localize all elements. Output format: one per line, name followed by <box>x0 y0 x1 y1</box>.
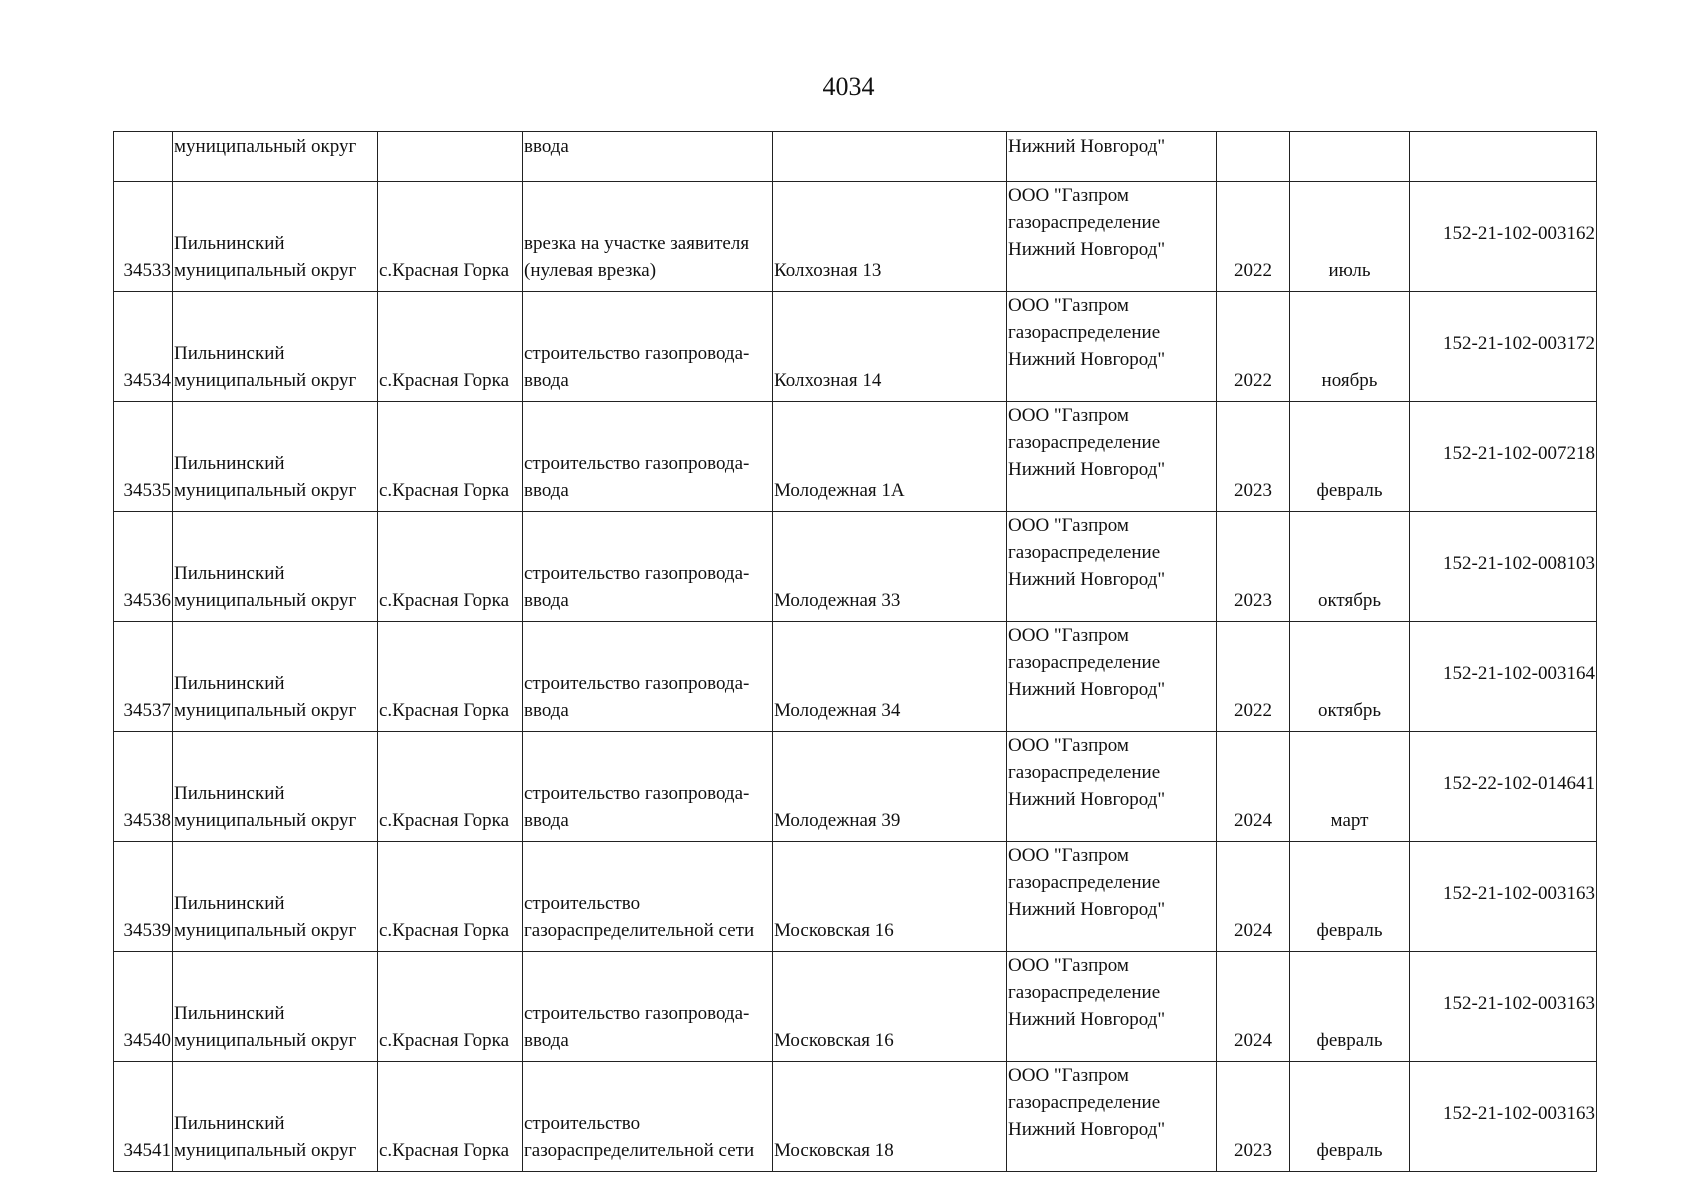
district-cell <box>173 292 378 402</box>
work-line-2: ввода <box>524 700 569 721</box>
code-cell: 152-21-102-003172 <box>1410 292 1597 402</box>
locality-cell: с.Красная Горка <box>378 732 523 842</box>
organization-line-1: ООО "Газпром <box>1008 1065 1129 1086</box>
organization-cell <box>1007 182 1217 292</box>
row-number: 34539 <box>114 842 173 952</box>
locality-cell: с.Красная Горка <box>378 622 523 732</box>
address-cell <box>773 132 1007 182</box>
organization-line-3: Нижний Новгород" <box>1008 789 1166 810</box>
district-line-1: Пильнинский <box>174 563 285 584</box>
district-line-2: муниципальный округ <box>174 590 357 611</box>
organization-line-3: Нижний Новгород" <box>1008 349 1166 370</box>
registry-table <box>113 131 1597 1172</box>
organization-cell <box>1007 512 1217 622</box>
locality-cell: с.Красная Горка <box>378 842 523 952</box>
work-line-1: строительство газопровода- <box>524 783 750 804</box>
work-line-1: врезка на участке заявителя <box>524 233 750 254</box>
district-line-1: Пильнинский <box>174 233 285 254</box>
month-cell: февраль <box>1290 1062 1410 1172</box>
organization-line-1: ООО "Газпром <box>1008 845 1129 866</box>
organization-line-2: газораспределение <box>1008 212 1161 233</box>
locality-cell: с.Красная Горка <box>378 182 523 292</box>
work-line-2: ввода <box>524 480 569 501</box>
district-cell <box>173 512 378 622</box>
organization-cell <box>1007 1062 1217 1172</box>
work-type-cell <box>523 622 773 732</box>
row-number: 34541 <box>114 1062 173 1172</box>
work-line-2: газораспределительной сети <box>524 920 755 941</box>
month-cell: июль <box>1290 182 1410 292</box>
row-number <box>114 132 173 182</box>
address-cell: Молодежная 34 <box>773 622 1007 732</box>
code-cell: 152-21-102-003163 <box>1410 952 1597 1062</box>
table-row <box>114 512 1597 622</box>
work-type-cell: ввода <box>523 132 773 182</box>
locality-cell <box>378 132 523 182</box>
district-line-1: Пильнинский <box>174 453 285 474</box>
district-line-2: муниципальный округ <box>174 1140 357 1161</box>
organization-cell <box>1007 732 1217 842</box>
work-line-2: газораспределительной сети <box>524 1140 755 1161</box>
organization-line-1: ООО "Газпром <box>1008 735 1129 756</box>
month-cell: октябрь <box>1290 622 1410 732</box>
district-cell <box>173 952 378 1062</box>
district-line-1: Пильнинский <box>174 343 285 364</box>
address-cell: Московская 18 <box>773 1062 1007 1172</box>
table-row <box>114 732 1597 842</box>
page-number: 4034 <box>822 72 875 101</box>
district-line-2: муниципальный округ <box>174 260 357 281</box>
organization-line-1: ООО "Газпром <box>1008 955 1129 976</box>
district-cell: муниципальный округ <box>173 132 378 182</box>
organization-line-1: ООО "Газпром <box>1008 185 1129 206</box>
year-cell <box>1217 132 1290 182</box>
locality-cell: с.Красная Горка <box>378 512 523 622</box>
work-type-cell <box>523 182 773 292</box>
row-number: 34533 <box>114 182 173 292</box>
district-line-2: муниципальный округ <box>174 1030 357 1051</box>
code-cell: 152-21-102-003163 <box>1410 1062 1597 1172</box>
district-line-1: Пильнинский <box>174 673 285 694</box>
table-row <box>114 622 1597 732</box>
code-cell: 152-21-102-003163 <box>1410 842 1597 952</box>
district-cell <box>173 622 378 732</box>
district-cell <box>173 842 378 952</box>
district-line-1: Пильнинский <box>174 783 285 804</box>
year-cell: 2024 <box>1217 952 1290 1062</box>
code-cell: 152-21-102-008103 <box>1410 512 1597 622</box>
organization-line-1: ООО "Газпром <box>1008 515 1129 536</box>
organization-cell <box>1007 952 1217 1062</box>
work-line-1: строительство газопровода- <box>524 343 750 364</box>
row-number: 34535 <box>114 402 173 512</box>
organization-line-3: Нижний Новгород" <box>1008 1119 1166 1140</box>
work-line-1: строительство газопровода- <box>524 453 750 474</box>
locality-cell: с.Красная Горка <box>378 952 523 1062</box>
organization-cell <box>1007 842 1217 952</box>
work-line-1: строительство газопровода- <box>524 1003 750 1024</box>
organization-line-3: Нижний Новгород" <box>1008 899 1166 920</box>
table-row <box>114 952 1597 1062</box>
organization-line-2: газораспределение <box>1008 1092 1161 1113</box>
work-line-2: ввода <box>524 810 569 831</box>
work-type-cell <box>523 402 773 512</box>
month-cell: февраль <box>1290 842 1410 952</box>
organization-line-1: ООО "Газпром <box>1008 405 1129 426</box>
district-line-2: муниципальный округ <box>174 700 357 721</box>
code-cell: 152-21-102-007218 <box>1410 402 1597 512</box>
locality-cell: с.Красная Горка <box>378 292 523 402</box>
work-line-2: ввода <box>524 370 569 391</box>
organization-line-3: Нижний Новгород" <box>1008 239 1166 260</box>
year-cell: 2024 <box>1217 732 1290 842</box>
district-line-2: муниципальный округ <box>174 810 357 831</box>
district-cell <box>173 732 378 842</box>
month-cell: февраль <box>1290 402 1410 512</box>
year-cell: 2023 <box>1217 402 1290 512</box>
year-cell: 2024 <box>1217 842 1290 952</box>
work-type-cell <box>523 842 773 952</box>
month-cell: февраль <box>1290 952 1410 1062</box>
code-cell <box>1410 132 1597 182</box>
organization-cell <box>1007 402 1217 512</box>
organization-line-2: газораспределение <box>1008 542 1161 563</box>
address-cell: Молодежная 1А <box>773 402 1007 512</box>
organization-line-2: газораспределение <box>1008 762 1161 783</box>
district-cell <box>173 402 378 512</box>
work-line-1: строительство <box>524 1113 641 1134</box>
organization-line-2: газораспределение <box>1008 872 1161 893</box>
address-cell: Молодежная 33 <box>773 512 1007 622</box>
organization-cell <box>1007 622 1217 732</box>
address-cell: Колхозная 14 <box>773 292 1007 402</box>
year-cell: 2023 <box>1217 1062 1290 1172</box>
address-cell: Московская 16 <box>773 952 1007 1062</box>
organization-line-2: газораспределение <box>1008 322 1161 343</box>
district-line-1: Пильнинский <box>174 1003 285 1024</box>
year-cell: 2022 <box>1217 182 1290 292</box>
address-cell: Московская 16 <box>773 842 1007 952</box>
code-cell: 152-22-102-014641 <box>1410 732 1597 842</box>
month-cell <box>1290 132 1410 182</box>
year-cell: 2022 <box>1217 292 1290 402</box>
organization-line-2: газораспределение <box>1008 652 1161 673</box>
work-type-cell <box>523 732 773 842</box>
row-number: 34536 <box>114 512 173 622</box>
address-cell: Колхозная 13 <box>773 182 1007 292</box>
month-cell: ноябрь <box>1290 292 1410 402</box>
work-type-cell <box>523 952 773 1062</box>
district-line-2: муниципальный округ <box>174 480 357 501</box>
table-row <box>114 292 1597 402</box>
code-cell: 152-21-102-003164 <box>1410 622 1597 732</box>
address-cell: Молодежная 39 <box>773 732 1007 842</box>
organization-line-1: ООО "Газпром <box>1008 625 1129 646</box>
month-cell: октябрь <box>1290 512 1410 622</box>
work-line-1: строительство <box>524 893 641 914</box>
work-line-1: строительство газопровода- <box>524 673 750 694</box>
work-line-2: (нулевая врезка) <box>524 260 657 281</box>
organization-line-3: Нижний Новгород" <box>1008 1009 1166 1030</box>
row-number: 34537 <box>114 622 173 732</box>
year-cell: 2023 <box>1217 512 1290 622</box>
organization-line-2: газораспределение <box>1008 432 1161 453</box>
district-line-2: муниципальный округ <box>174 370 357 391</box>
organization-line-2: газораспределение <box>1008 982 1161 1003</box>
organization-line-3: Нижний Новгород" <box>1008 679 1166 700</box>
district-line-2: муниципальный округ <box>174 920 357 941</box>
work-type-cell <box>523 292 773 402</box>
table-row <box>114 402 1597 512</box>
work-line-2: ввода <box>524 1030 569 1051</box>
district-line-1: Пильнинский <box>174 893 285 914</box>
work-type-cell <box>523 512 773 622</box>
code-cell: 152-21-102-003162 <box>1410 182 1597 292</box>
locality-cell: с.Красная Горка <box>378 402 523 512</box>
district-cell <box>173 1062 378 1172</box>
work-type-cell <box>523 1062 773 1172</box>
district-cell <box>173 182 378 292</box>
organization-line-1: ООО "Газпром <box>1008 295 1129 316</box>
district-line-1: Пильнинский <box>174 1113 285 1134</box>
work-line-1: строительство газопровода- <box>524 563 750 584</box>
work-line-2: ввода <box>524 590 569 611</box>
year-cell: 2022 <box>1217 622 1290 732</box>
locality-cell: с.Красная Горка <box>378 1062 523 1172</box>
organization-cell: Нижний Новгород" <box>1007 132 1217 182</box>
table-row-continuation <box>114 132 1597 182</box>
organization-cell <box>1007 292 1217 402</box>
row-number: 34534 <box>114 292 173 402</box>
table-row <box>114 842 1597 952</box>
organization-line-3: Нижний Новгород" <box>1008 569 1166 590</box>
table-row <box>114 182 1597 292</box>
month-cell: март <box>1290 732 1410 842</box>
row-number: 34538 <box>114 732 173 842</box>
row-number: 34540 <box>114 952 173 1062</box>
organization-line-3: Нижний Новгород" <box>1008 459 1166 480</box>
table-row <box>114 1062 1597 1172</box>
